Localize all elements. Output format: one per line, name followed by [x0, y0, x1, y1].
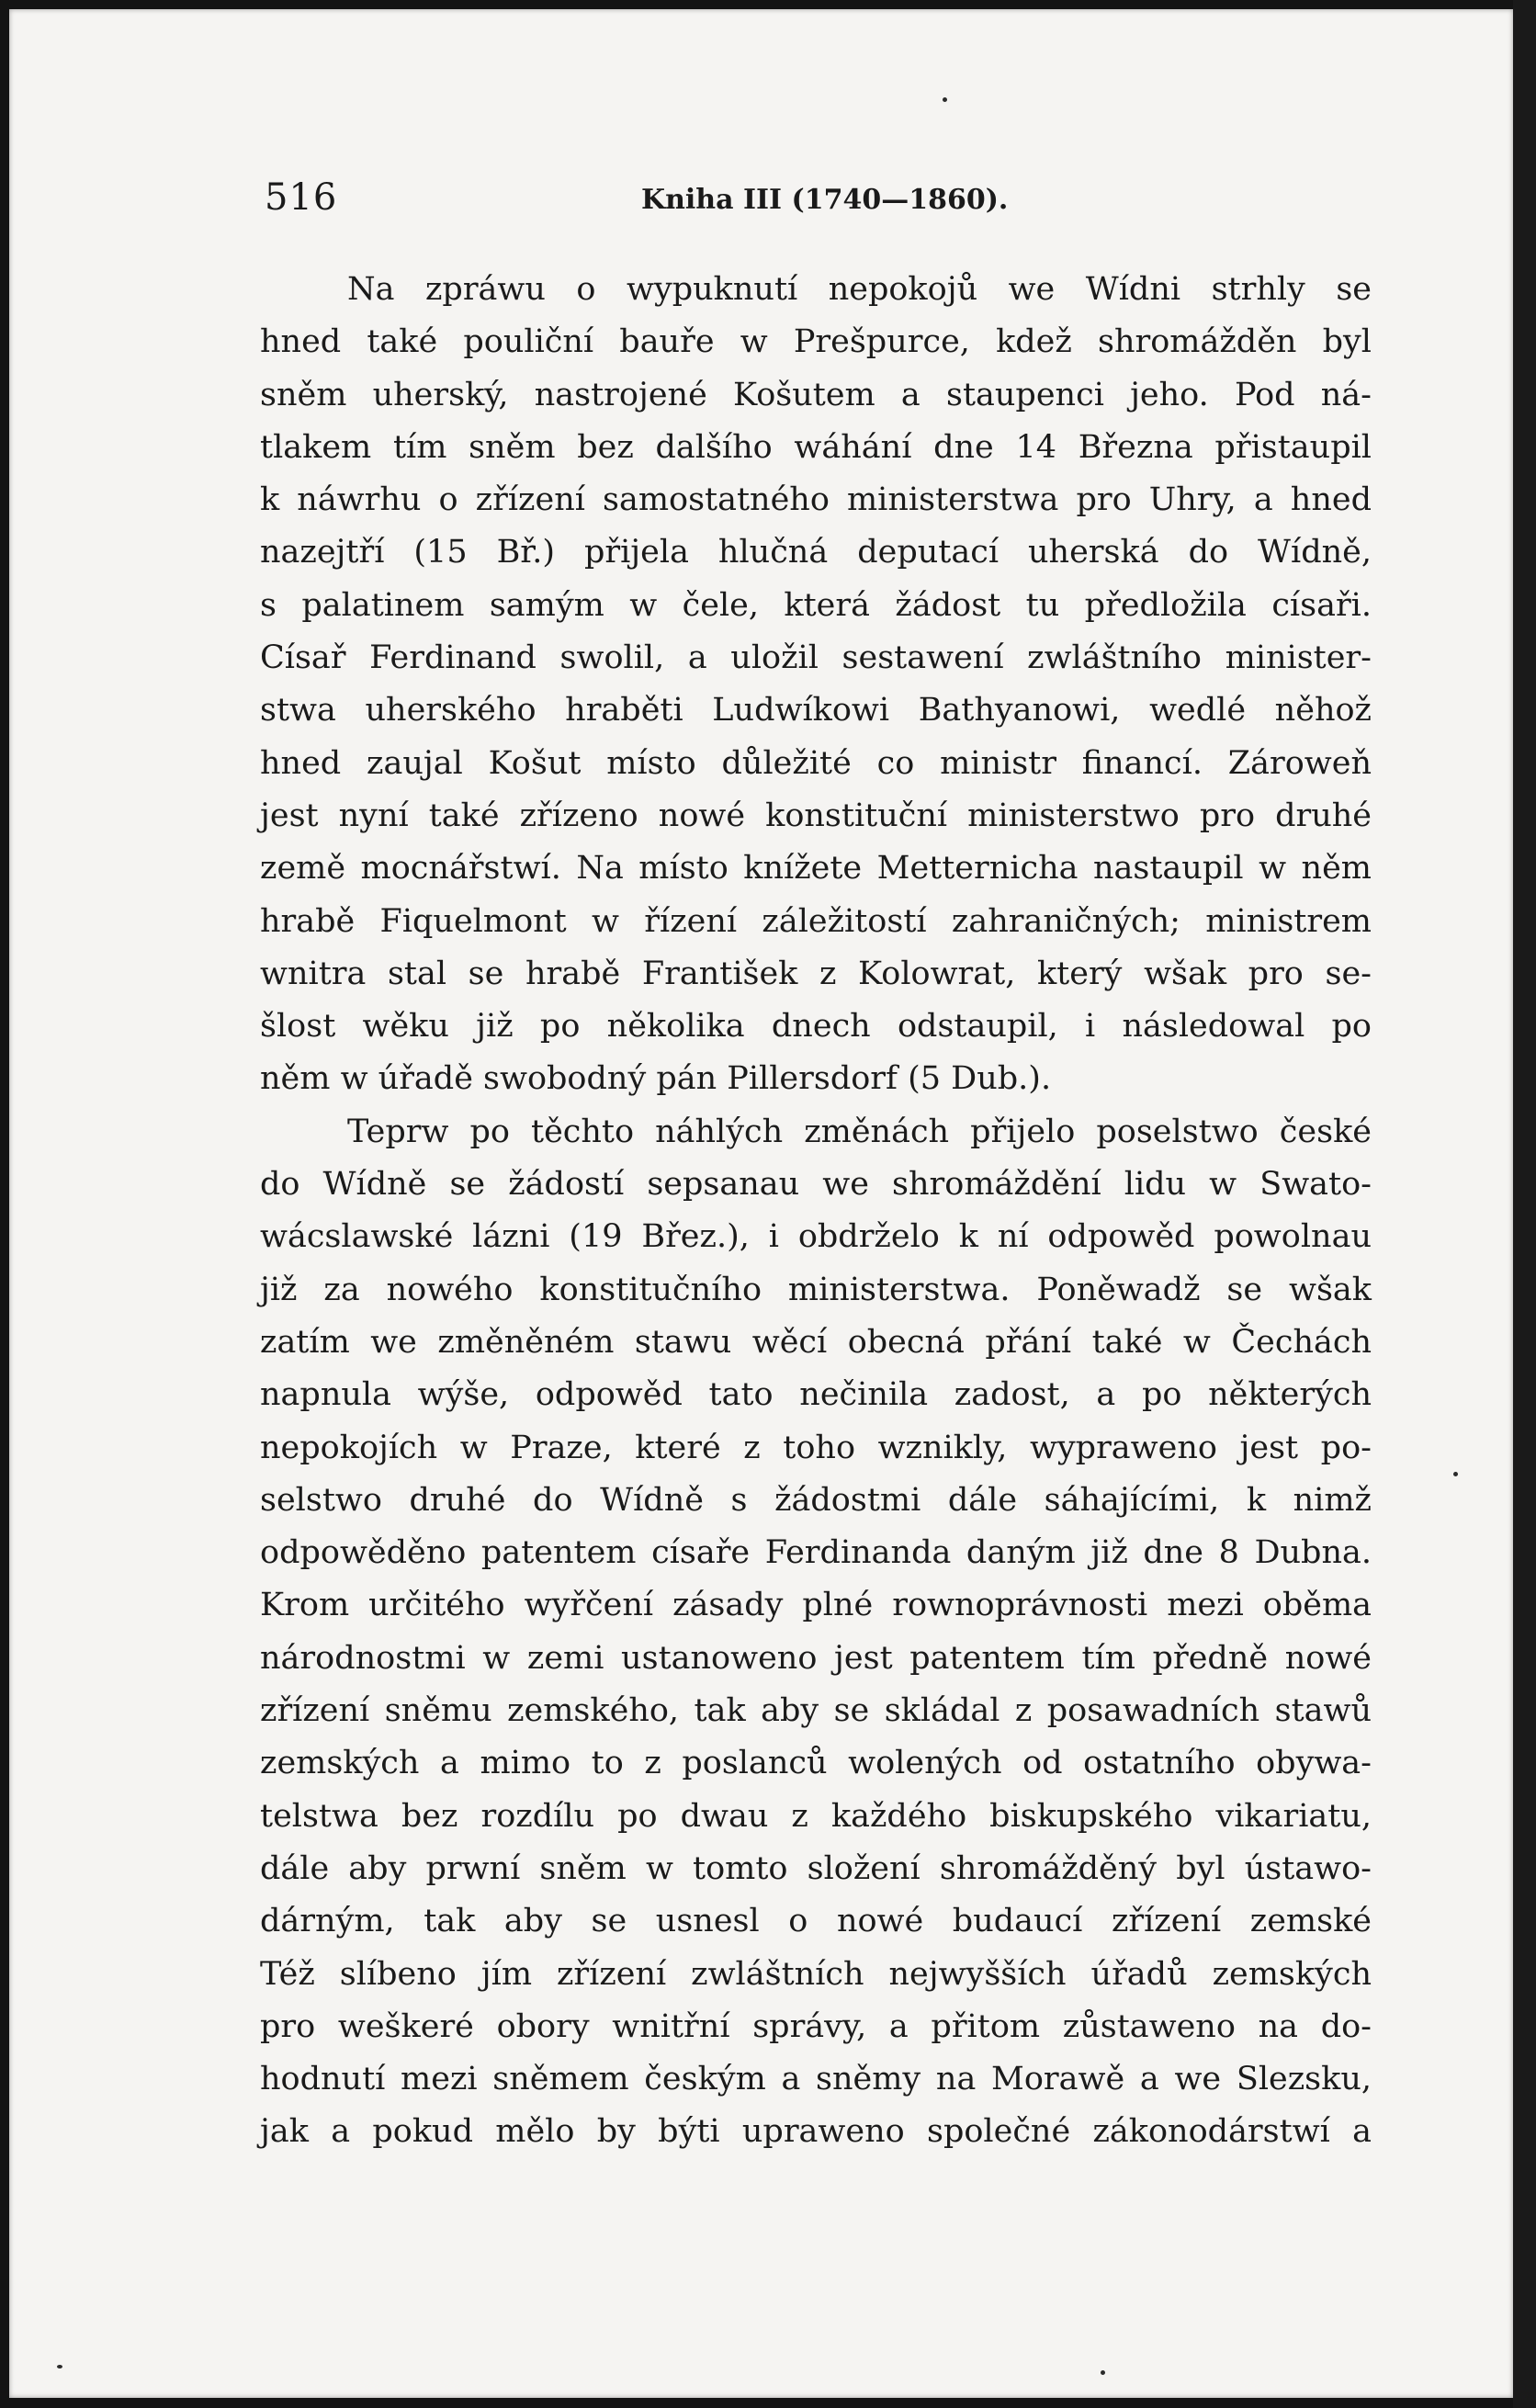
text-line: něm w úřadě swobodný pán Pillersdorf (5 Dub.). [260, 1060, 1052, 1098]
text-line: nazejtří (15 Bř.) přijela hlučná deputací uherská do Wídně, [260, 534, 1372, 571]
text-line: sněm uherský, nastrojené Košutem a staupenci jeho. Pod ná- [260, 376, 1372, 413]
text-line: napnula wýše, odpowěd tato nečinila zadost, a po některých [260, 1376, 1372, 1414]
text-line: již za nowého konstitučního ministerstwa. Poněwadž se wšak [260, 1271, 1372, 1308]
dust-speck [943, 97, 947, 102]
text-line: selstwo druhé do Wídně s žádostmi dále sáhajícími, k nimž [260, 1481, 1372, 1519]
text-line: odpowěděno patentem císaře Ferdinanda daným již dne 8 Dubna. [260, 1534, 1372, 1572]
text-line: stwa uherského hraběti Ludwíkowi Bathyanowi, wedlé něhož [260, 692, 1372, 729]
text-line: jak a pokud mělo by býti upraweno společné zákonodárstwí a [260, 2113, 1372, 2151]
text-line: do Wídně se žádostí sepsanau we shromáždění lidu w Swato- [260, 1166, 1372, 1204]
page-header [265, 176, 1376, 224]
paragraph [260, 1106, 1372, 2159]
text-line: šlost wěku již po několika dnech odstaupil, i následowal po [260, 1008, 1372, 1046]
text-line: Krom určitého wyřčení zásady plné rownoprávnosti mezi oběma [260, 1587, 1372, 1624]
text-line: Teprw po těchto náhlých změnách přijelo poselstwo české [347, 1113, 1372, 1150]
dust-speck [57, 2365, 62, 2368]
dust-speck [1453, 1472, 1458, 1476]
text-line: hned také pouliční bauře w Prešpurce, kdež shromážděn byl [260, 323, 1372, 361]
body-text [260, 264, 1372, 2159]
text-line: země mocnářstwí. Na místo knížete Metternicha nastaupil w něm [260, 850, 1372, 887]
text-line: Na zpráwu o wypuknutí nepokojů we Wídni strhly se [347, 271, 1372, 308]
text-line: hodnutí mezi sněmem českým a sněmy na Morawě a we Slezsku, [260, 2061, 1372, 2098]
text-line: jest nyní také zřízeno nowé konstituční ministerstwo pro druhé [260, 797, 1372, 834]
text-line: zřízení sněmu zemského, tak aby se skládal z posawadních stawů [260, 1692, 1372, 1730]
text-line: wácslawské lázni (19 Břez.), i obdrželo k ní odpowěd powolnau [260, 1218, 1372, 1256]
text-line: Císař Ferdinand swolil, a uložil sestawení zwláštního minister- [260, 639, 1372, 677]
text-line: tlakem tím sněm bez dalšího wáhání dne 14 Března přistaupil [260, 428, 1372, 466]
text-line: hrabě Fiquelmont w řízení záležitostí zahraničných; ministrem [260, 902, 1372, 940]
text-line: wnitra stal se hrabě František z Kolowrat, který wšak pro se- [260, 955, 1372, 992]
paragraph [260, 264, 1372, 1106]
dust-speck [1101, 2370, 1105, 2375]
text-line: hned zaujal Košut místo důležité co ministr financí. Zároweň [260, 744, 1372, 782]
running-title: Kniha III (1740—1860). [641, 184, 1009, 216]
text-line: nepokojích w Praze, které z toho wznikly, wypraweno jest po- [260, 1429, 1372, 1466]
text-line: telstwa bez rozdílu po dwau z každého biskupského vikariatu, [260, 1797, 1372, 1835]
text-line: zatím we změněném stawu wěcí obecná přání také w Čechách [260, 1323, 1372, 1361]
text-line: dárným, tak aby se usnesl o nowé budaucí zřízení zemské [260, 1903, 1372, 1940]
text-line: pro weškeré obory wnitřní správy, a přitom zůstaweno na do- [260, 2007, 1372, 2045]
text-line: Též slíbeno jím zřízení zwláštních nejwyšších úřadů zemských [260, 1955, 1372, 1993]
text-line: dále aby prwní sněm w tomto složení shromážděný byl ústawo- [260, 1849, 1372, 1887]
text-line: k náwrhu o zřízení samostatného ministerstwa pro Uhry, a hned [260, 481, 1372, 519]
page-number: 516 [265, 176, 338, 219]
text-line: zemských a mimo to z poslanců wolených od ostatního obywa- [260, 1745, 1372, 1782]
page-edge-shadow [1513, 0, 1536, 2408]
text-line: s palatinem samým w čele, která žádost tu předložila císaři. [260, 586, 1372, 624]
text-line: národnostmi w zemi ustanoweno jest patentem tím předně nowé [260, 1639, 1372, 1677]
